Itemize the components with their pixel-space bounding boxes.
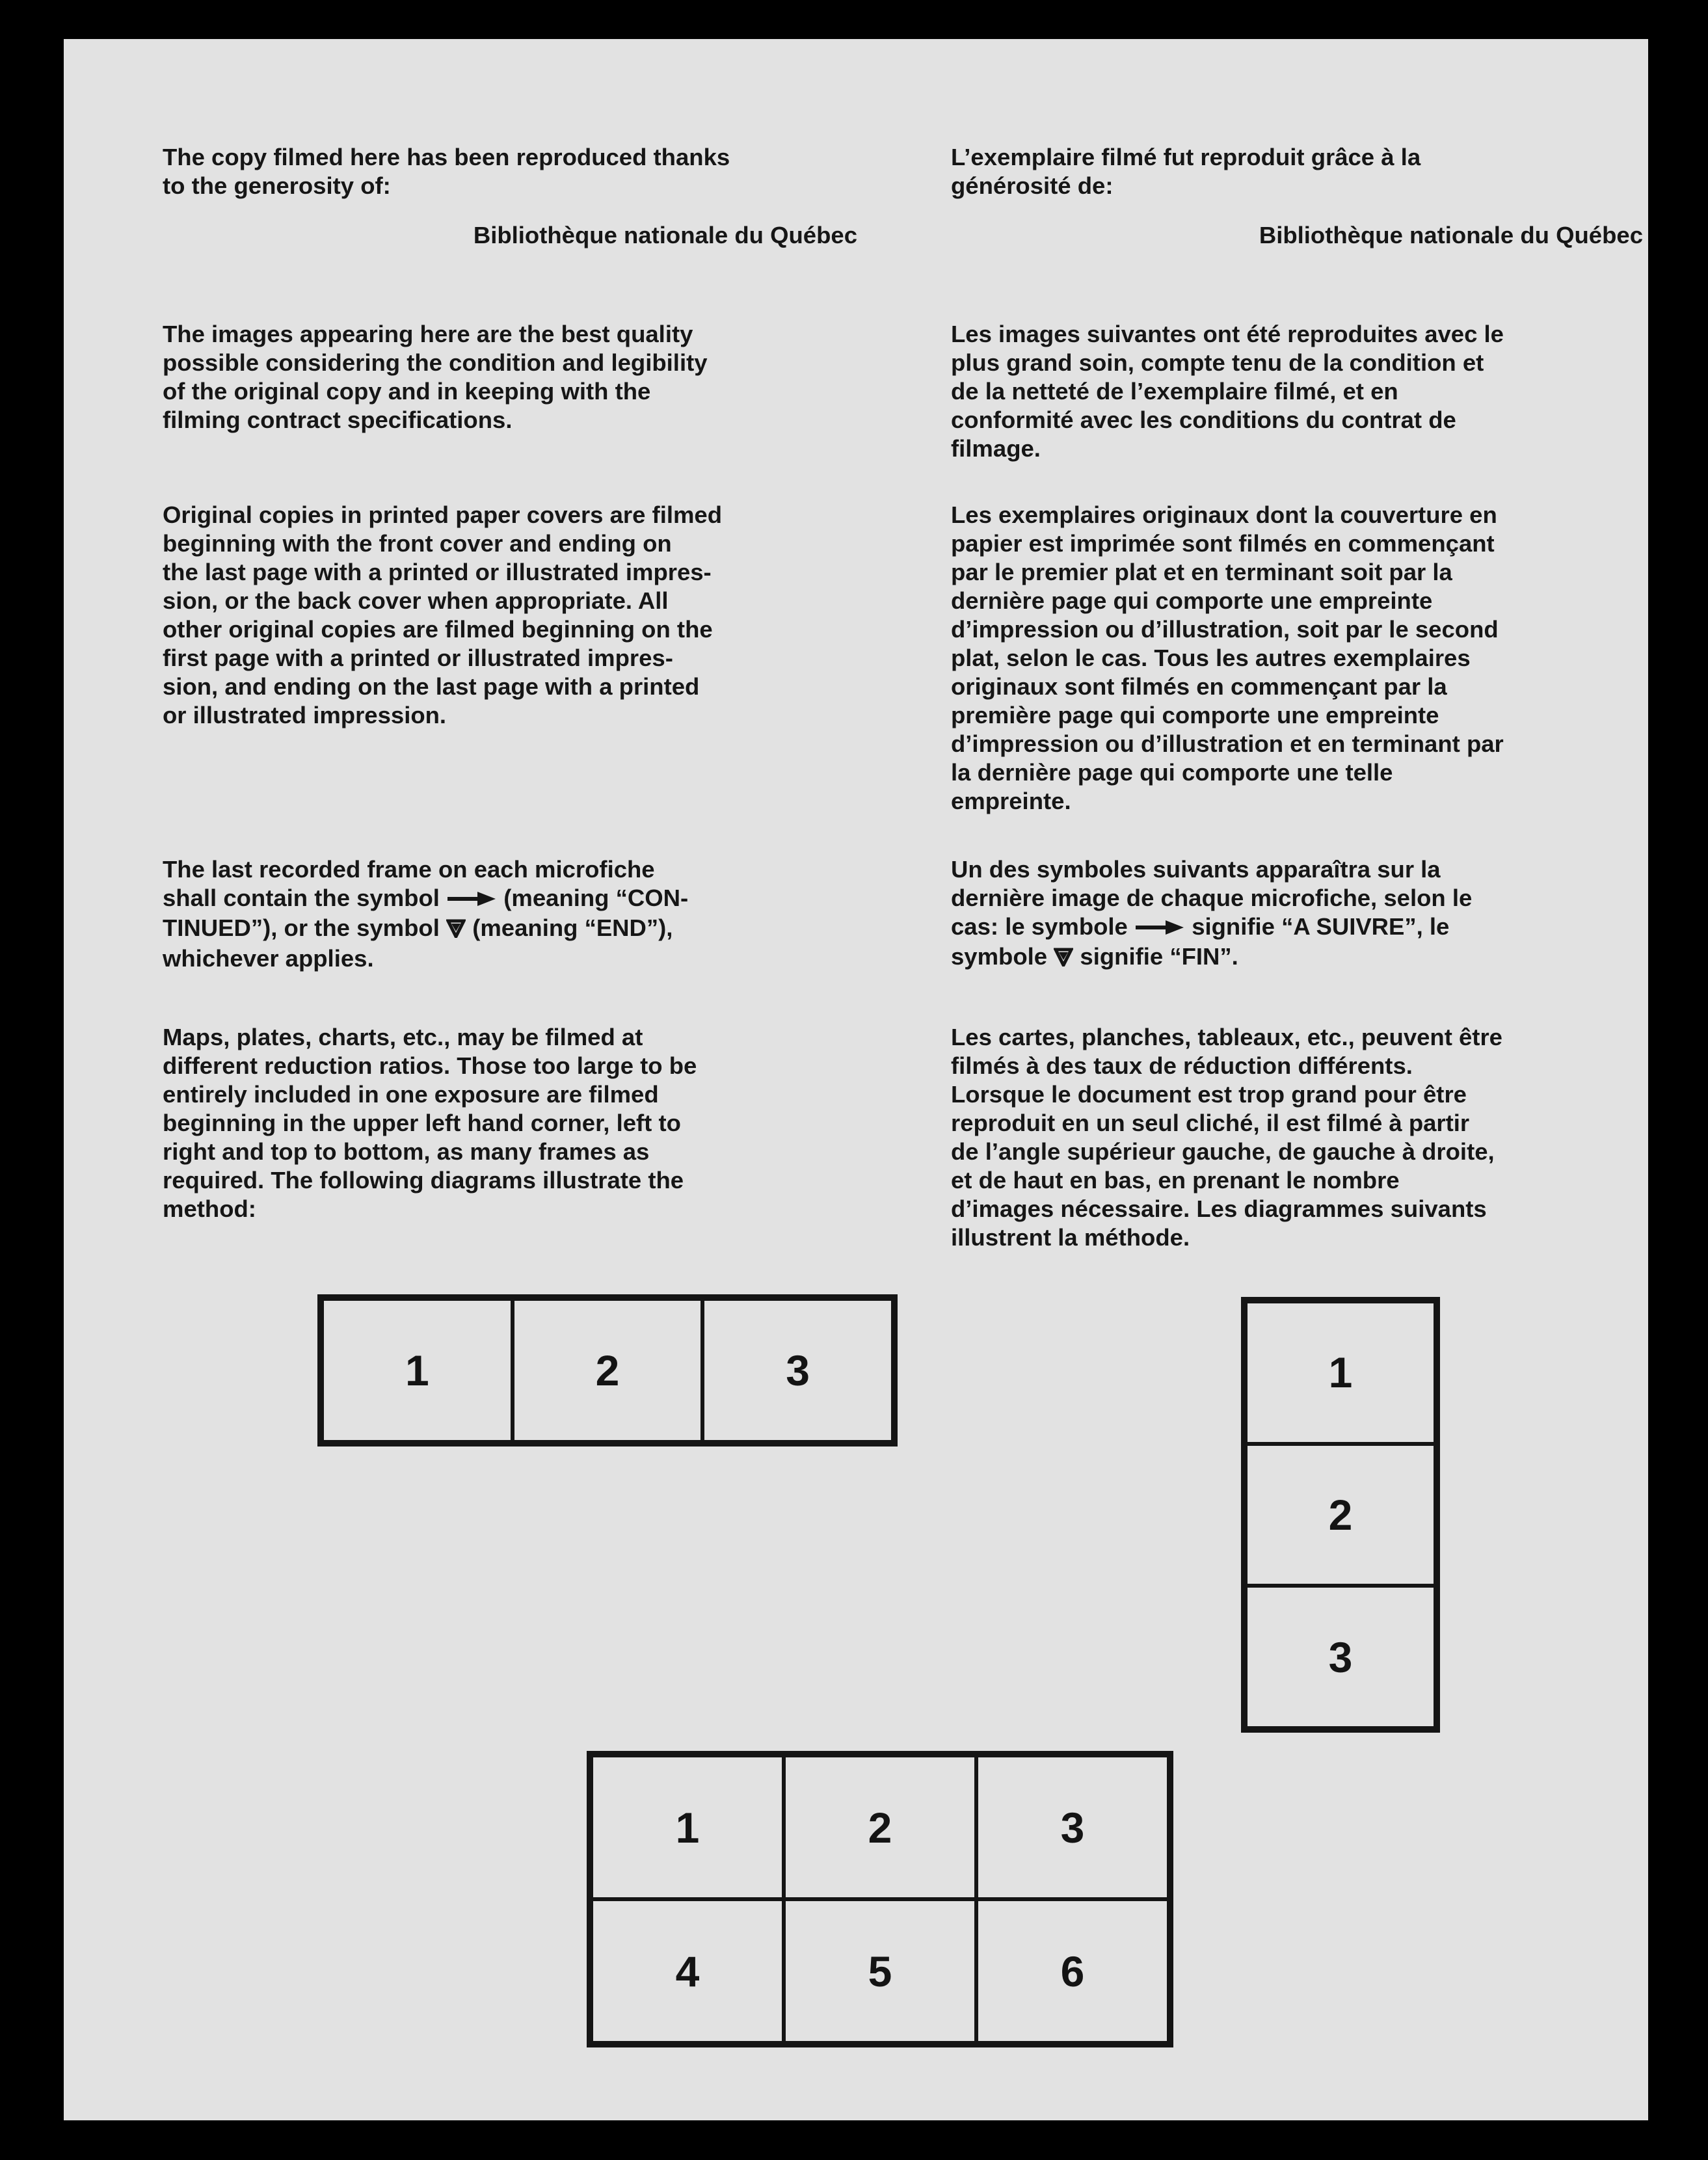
maps-paragraph-en [163, 1023, 891, 1223]
text-line [951, 942, 1627, 972]
text-line: papier est imprimée sont filmés en commençant [951, 530, 1495, 557]
text-line: right and top to bottom, as many frames as [163, 1138, 650, 1165]
text-fragment: TINUED”), or the symbol [163, 914, 440, 942]
text-line: la dernière page qui comporte une telle [951, 759, 1393, 786]
text-line: Les images suivantes ont été reproduites avec le [951, 321, 1504, 347]
text-line: beginning with the front cover and ending on [163, 530, 672, 557]
text-line: different reduction ratios. Those too large to be [163, 1052, 697, 1079]
vertical-frames-diagram [1241, 1297, 1440, 1733]
horizontal-frames-diagram [317, 1294, 898, 1447]
text-line: d’impression ou d’illustration et en terminant par [951, 730, 1504, 757]
text-fragment: (meaning “CON- [503, 885, 689, 911]
text-line: d’impression ou d’illustration, soit par le second [951, 616, 1499, 643]
text-line [163, 884, 891, 914]
originals-paragraph-fr [951, 501, 1627, 816]
symbols-paragraph-en [163, 855, 891, 973]
arrow-right-icon [446, 885, 497, 914]
text-line: dernière image de chaque microfiche, selon le [951, 885, 1473, 911]
quality-paragraph-fr [951, 320, 1627, 463]
triangle-down-icon [446, 916, 466, 944]
microfiche-page [64, 39, 1648, 2120]
text-line: other original copies are filmed beginning on the [163, 616, 713, 643]
frame-cell: 2 [784, 1755, 976, 1899]
frame-cell: 4 [591, 1899, 784, 2043]
frame-cell: 2 [513, 1299, 703, 1442]
text-line: Original copies in printed paper covers are filmed [163, 501, 723, 528]
text-line: filmés à des taux de réduction différents. [951, 1052, 1413, 1079]
text-line: Lorsque le document est trop grand pour être [951, 1081, 1467, 1108]
text-line: empreinte. [951, 788, 1071, 814]
text-line: conformité avec les conditions du contrat de [951, 407, 1456, 433]
text-line: originaux sont filmés en commençant par la [951, 673, 1447, 700]
text-fragment: signifie “FIN”. [1080, 943, 1238, 970]
text-line: or illustrated impression. [163, 702, 447, 728]
text-line: of the original copy and in keeping with the [163, 378, 651, 405]
text-fragment: (meaning “END”), [472, 914, 673, 942]
text-fragment: symbole [951, 943, 1048, 970]
institution-en [163, 221, 857, 250]
quality-paragraph-en [163, 320, 891, 434]
text-line: the last page with a printed or illustrated impres- [163, 559, 712, 585]
originals-paragraph-en [163, 501, 891, 730]
grid-frames-diagram [587, 1751, 1173, 2047]
thanks-paragraph-fr [951, 143, 1627, 200]
text-line: par le premier plat et en terminant soit par la [951, 559, 1452, 585]
frame-cell: 1 [322, 1299, 513, 1442]
text-line: possible considering the condition and legibility [163, 349, 708, 376]
text-line: Maps, plates, charts, etc., may be filmed at [163, 1024, 643, 1050]
institution-name: Bibliothèque nationale du Québec [473, 222, 857, 248]
text-line: Les cartes, planches, tableaux, etc., peuvent être [951, 1024, 1502, 1050]
text-line [951, 913, 1627, 942]
text-line: d’images nécessaire. Les diagrammes suivants [951, 1195, 1487, 1222]
text-line: whichever applies. [163, 944, 374, 972]
text-line: beginning in the upper left hand corner, left to [163, 1110, 681, 1136]
text-line: sion, and ending on the last page with a printed [163, 673, 700, 700]
arrow-right-icon [1134, 914, 1185, 942]
text-line: entirely included in one exposure are filmed [163, 1081, 659, 1108]
frame-cell: 6 [976, 1899, 1169, 2043]
text-line: plat, selon le cas. Tous les autres exemplaires [951, 645, 1471, 671]
symbols-paragraph-fr [951, 855, 1627, 973]
text-line: de l’angle supérieur gauche, de gauche à droite, [951, 1138, 1495, 1165]
text-line: filming contract specifications. [163, 407, 513, 433]
text-line: required. The following diagrams illustrate the [163, 1167, 684, 1193]
text-line: L’exemplaire filmé fut reproduit grâce à la [951, 144, 1421, 170]
institution-fr [951, 221, 1643, 250]
frame-cell: 3 [976, 1755, 1169, 1899]
frame-cell: 1 [591, 1755, 784, 1899]
institution-name: Bibliothèque nationale du Québec [1259, 222, 1643, 248]
text-line: filmage. [951, 435, 1041, 462]
maps-paragraph-fr [951, 1023, 1627, 1252]
thanks-paragraph-en [163, 143, 891, 200]
text-line [163, 914, 891, 944]
frame-cell: 5 [784, 1899, 976, 2043]
text-line: de la netteté de l’exemplaire filmé, et en [951, 378, 1398, 405]
text-line: plus grand soin, compte tenu de la condition et [951, 349, 1484, 376]
text-line: Un des symboles suivants apparaîtra sur la [951, 856, 1441, 883]
text-line: première page qui comporte une empreinte [951, 702, 1439, 728]
frame-cell: 2 [1246, 1444, 1435, 1586]
text-line: The images appearing here are the best quality [163, 321, 693, 347]
text-line: Les exemplaires originaux dont la couverture en [951, 501, 1497, 528]
text-line: illustrent la méthode. [951, 1224, 1190, 1251]
text-fragment: cas: le symbole [951, 913, 1128, 940]
text-fragment: shall contain the symbol [163, 885, 440, 911]
text-line: to the generosity of: [163, 172, 391, 199]
text-line: method: [163, 1195, 256, 1222]
text-line: et de haut en bas, en prenant le nombre [951, 1167, 1400, 1193]
triangle-down-icon [1054, 944, 1073, 973]
text-line: générosité de: [951, 172, 1114, 199]
frame-cell: 3 [1246, 1586, 1435, 1728]
text-line: dernière page qui comporte une empreinte [951, 587, 1433, 614]
text-line: reproduit en un seul cliché, il est filmé à partir [951, 1110, 1470, 1136]
frame-cell: 1 [1246, 1301, 1435, 1444]
text-line: The last recorded frame on each microfiche [163, 856, 655, 883]
text-fragment: signifie “A SUIVRE”, le [1192, 913, 1450, 940]
text-line: The copy filmed here has been reproduced thanks [163, 144, 730, 170]
frame-cell: 3 [702, 1299, 893, 1442]
text-line: sion, or the back cover when appropriate. All [163, 587, 669, 614]
text-line: first page with a printed or illustrated impres- [163, 645, 673, 671]
